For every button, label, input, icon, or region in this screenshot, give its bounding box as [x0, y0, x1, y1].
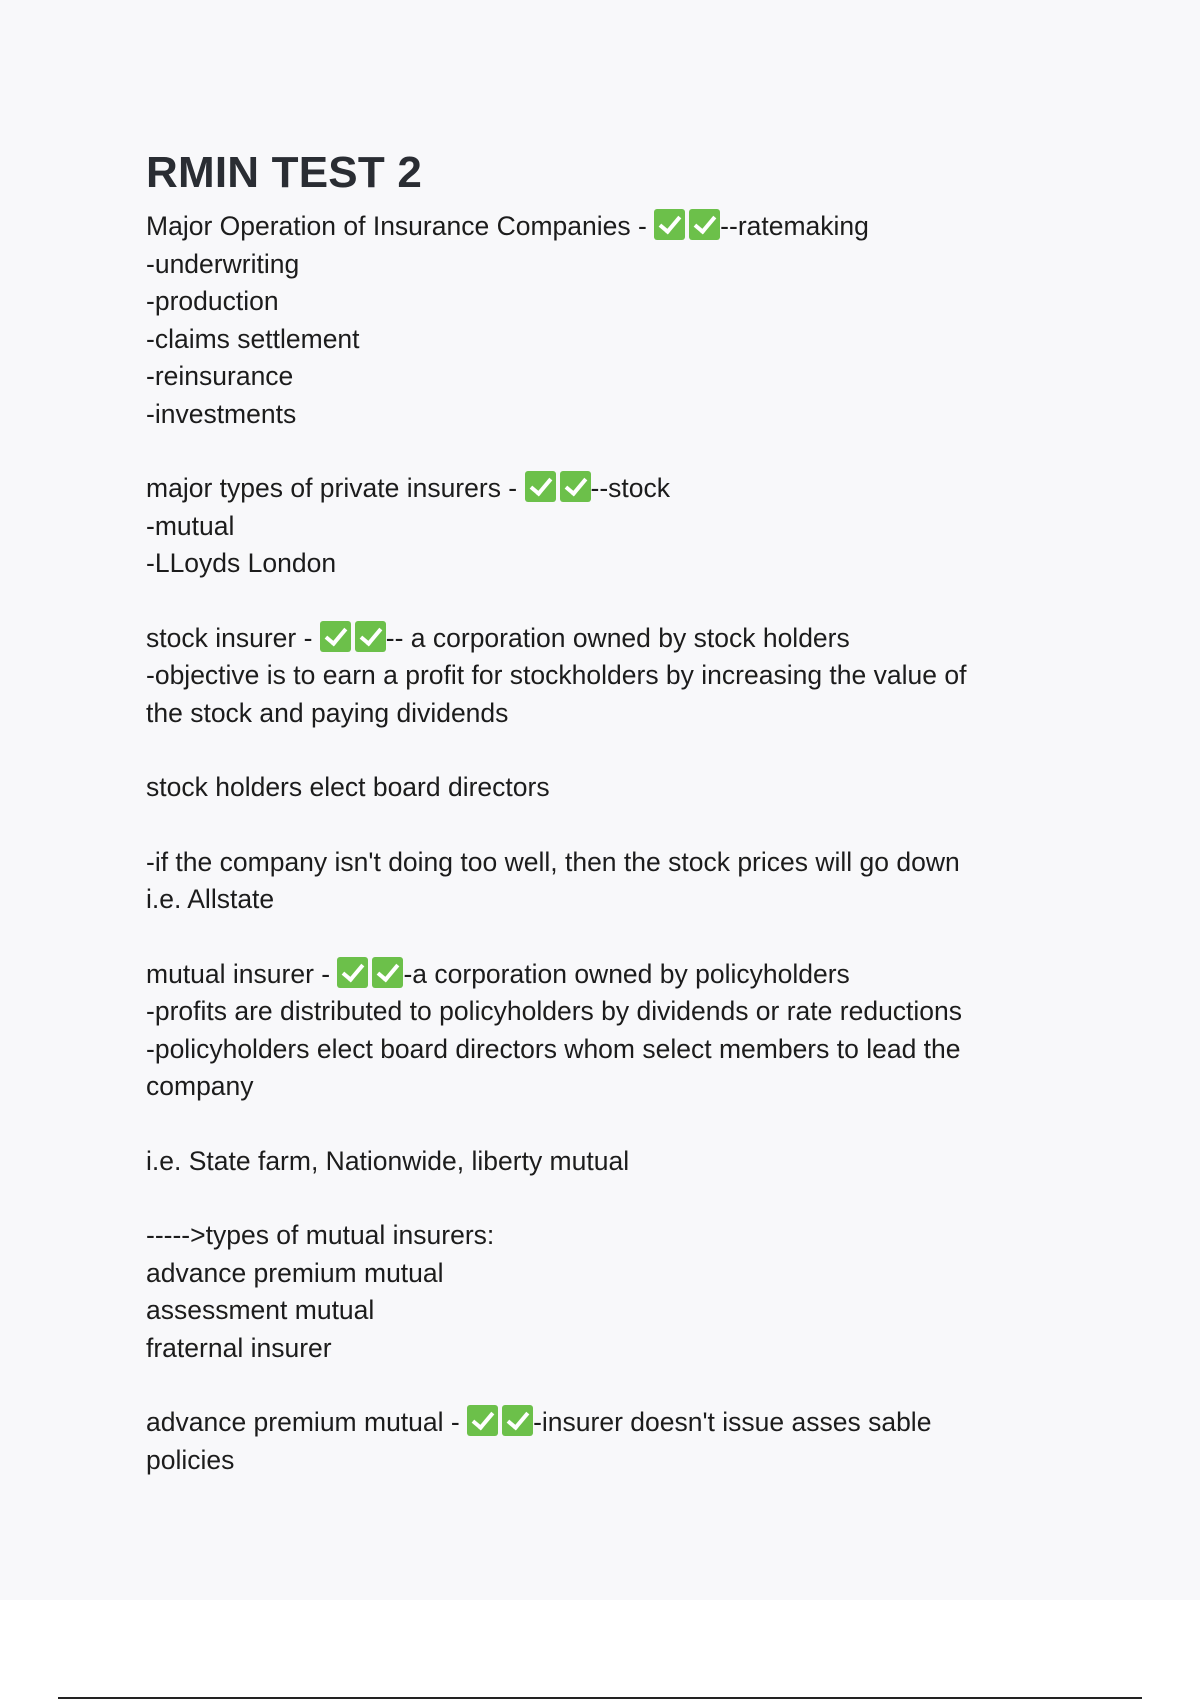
note-paragraph	[146, 844, 1046, 919]
card-first-line	[146, 620, 1046, 658]
card-answer-lead: --ratemaking	[720, 211, 869, 241]
note-line: -if the company isn't doing too well, then the stock prices will go down	[146, 846, 960, 877]
card-first-line	[146, 1404, 1046, 1442]
card-line: -claims settlement	[146, 323, 360, 354]
card-term: advance premium mutual -	[146, 1407, 468, 1437]
note-line: ----->types of mutual insurers:	[146, 1220, 495, 1250]
check-marks	[525, 470, 591, 508]
flashcard	[146, 208, 1046, 433]
card-term: stock insurer -	[146, 622, 320, 653]
check-mark-icon	[337, 957, 368, 988]
note-line: i.e. State farm, Nationwide, liberty mutual	[146, 1145, 630, 1176]
flashcard	[146, 956, 1046, 1106]
card-first-line	[146, 956, 1046, 994]
check-marks	[320, 620, 386, 658]
page-title: RMIN TEST 2	[146, 148, 422, 197]
card-term: major types of private insurers -	[146, 473, 525, 503]
note-paragraph	[146, 1217, 1046, 1367]
card-line: -investments	[146, 398, 297, 429]
flashcard	[146, 470, 1046, 583]
card-line: -underwriting	[146, 248, 300, 279]
card-line: -reinsurance	[146, 361, 294, 391]
check-mark-icon	[467, 1405, 498, 1436]
card-first-line	[146, 470, 1046, 508]
card-line: -policyholders elect board directors whom select members to lead the	[146, 1033, 961, 1064]
card-term: Major Operation of Insurance Companies -	[146, 211, 655, 241]
document-content	[146, 146, 1046, 1516]
card-line: -LLoyds London	[146, 548, 337, 578]
card-line: -production	[146, 286, 279, 316]
card-term: mutual insurer -	[146, 958, 338, 989]
card-first-line	[146, 208, 1046, 246]
note-line: advance premium mutual	[146, 1257, 444, 1288]
check-mark-icon	[689, 209, 720, 240]
check-mark-icon	[502, 1405, 533, 1436]
check-marks	[467, 1404, 533, 1442]
check-mark-icon	[654, 209, 685, 240]
check-mark-icon	[320, 621, 351, 652]
note-line: assessment mutual	[146, 1295, 375, 1325]
card-answer-lead: -insurer doesn't issue asses sable	[533, 1407, 932, 1437]
check-mark-icon	[355, 621, 386, 652]
card-line: the stock and paying dividends	[146, 697, 509, 728]
note-paragraph	[146, 1143, 1046, 1181]
flashcard	[146, 620, 1046, 733]
card-answer-lead: -a corporation owned by policyholders	[403, 958, 850, 989]
card-answer-lead: -- a corporation owned by stock holders	[385, 622, 850, 653]
card-line: policies	[146, 1444, 235, 1475]
note-paragraph	[146, 769, 1046, 807]
check-marks	[337, 956, 403, 994]
note-line: stock holders elect board directors	[146, 772, 550, 802]
note-line: i.e. Allstate	[146, 884, 275, 914]
note-line: fraternal insurer	[146, 1332, 332, 1363]
check-mark-icon	[372, 957, 403, 988]
check-mark-icon	[525, 471, 556, 502]
card-line: -profits are distributed to policyholders by dividends or rate reductions	[146, 996, 963, 1026]
card-line: -objective is to earn a profit for stockholders by increasing the value of	[146, 660, 967, 690]
check-mark-icon	[560, 471, 591, 502]
footer-divider	[58, 1697, 1142, 1699]
card-line: company	[146, 1071, 254, 1101]
card-line: -mutual	[146, 510, 235, 541]
card-answer-lead: --stock	[590, 473, 670, 503]
flashcard	[146, 1404, 1046, 1479]
check-marks	[654, 208, 720, 246]
